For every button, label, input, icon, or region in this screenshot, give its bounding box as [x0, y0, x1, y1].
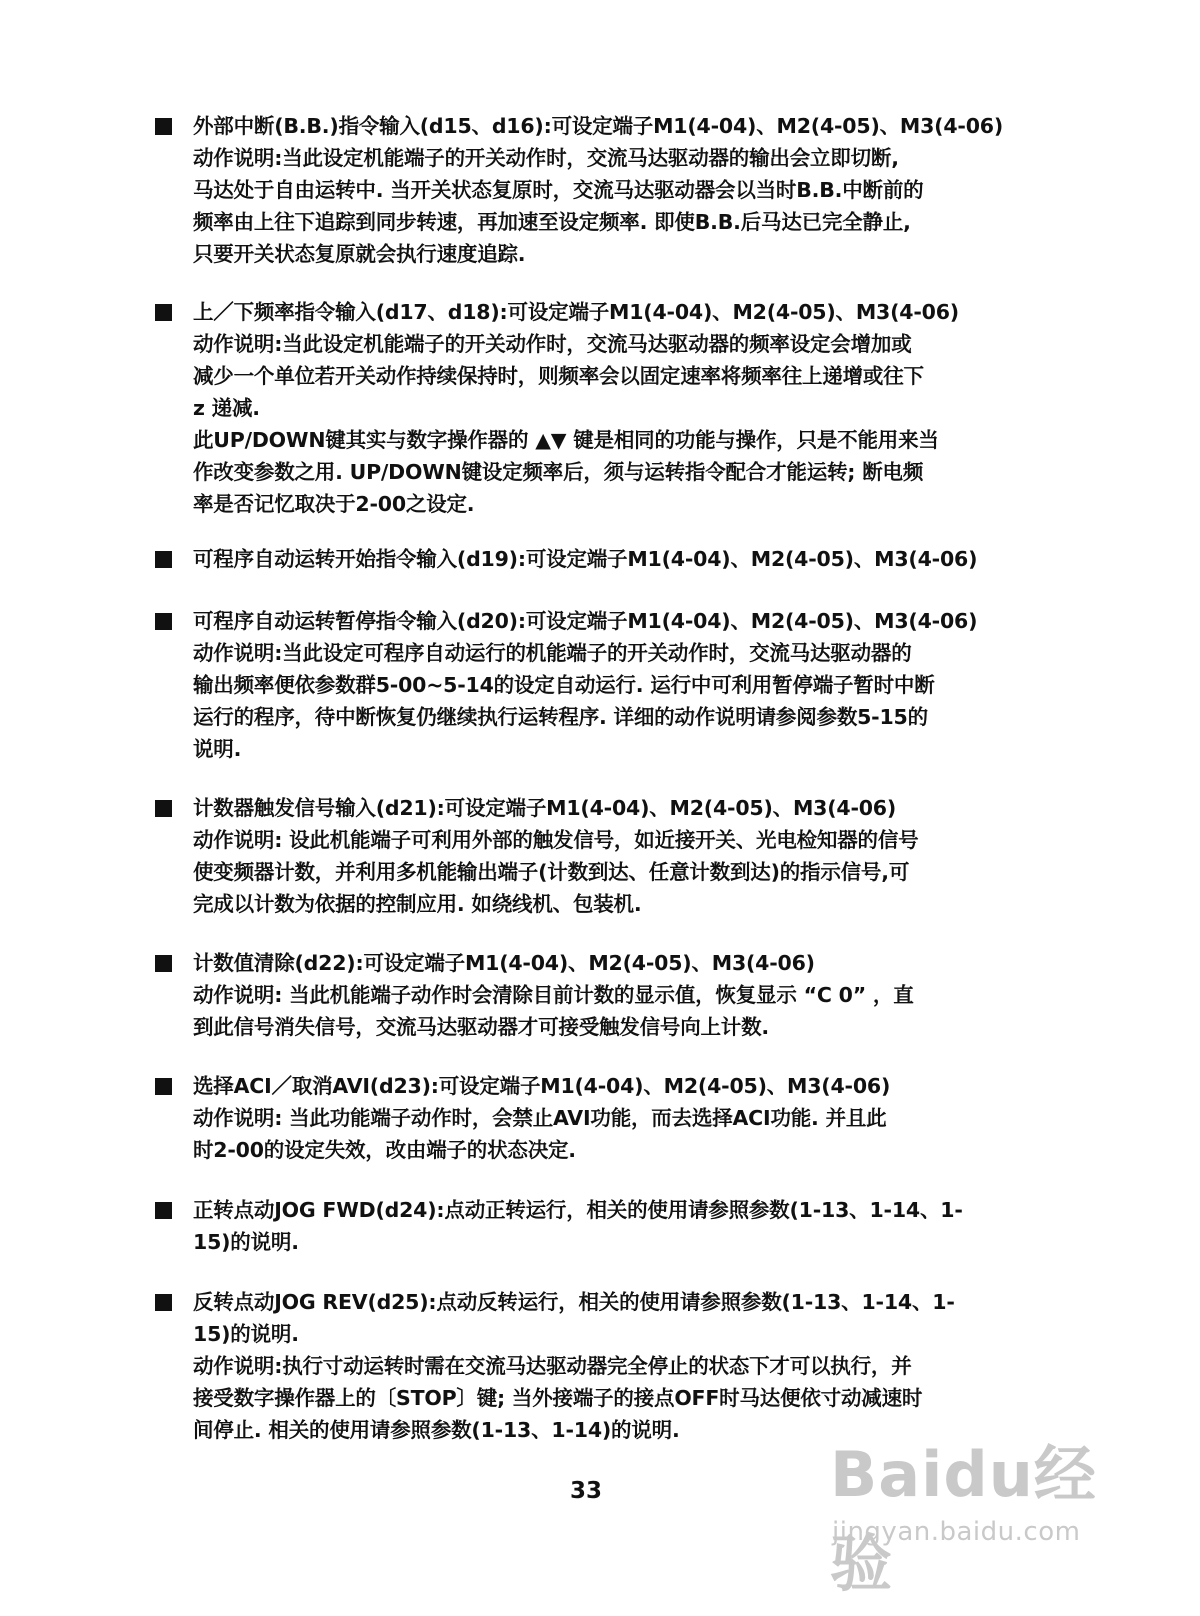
page-number: 33	[570, 1478, 603, 1504]
section-text-line: 输出频率便依参数群5-00~5-14的设定自动运行. 运行中可利用暂停端子暂时中断	[193, 673, 935, 697]
section-text-line: 动作说明:执行寸动运转时需在交流马达驱动器完全停止的状态下才可以执行，并	[193, 1354, 912, 1378]
section-text-line: 接受数字操作器上的〔STOP〕键; 当外接端子的接点OFF时马达便依寸动减速时	[193, 1386, 923, 1410]
section-text-line: 频率由上往下追踪到同步转速，再加速至设定频率. 即使B.B.后马达已完全静止,	[193, 210, 911, 234]
bullet-square-icon	[155, 955, 172, 972]
bullet-square-icon	[155, 551, 172, 568]
baidu-watermark	[830, 1425, 1130, 1600]
section-text-line: 使变频器计数，并利用多机能输出端子(计数到达、任意计数到达)的指示信号,可	[193, 860, 910, 884]
section-text-line: 率是否记忆取决于2-00之设定.	[193, 492, 475, 516]
section-heading: 正转点动JOG FWD(d24):点动正转运行，相关的使用请参照参数(1-13、1-14、1-	[193, 1198, 963, 1222]
section-text-line: 15)的说明.	[193, 1230, 299, 1254]
section-text-line: z 递减.	[193, 396, 260, 420]
section-text-line: 时2-00的设定失效，改由端子的状态决定.	[193, 1138, 576, 1162]
bullet-square-icon	[155, 1078, 172, 1095]
section-text-line: 动作说明:当此设定机能端子的开关动作时，交流马达驱动器的频率设定会增加或	[193, 332, 912, 356]
section-heading: 上／下频率指令输入(d17、d18):可设定端子M1(4-04)、M2(4-05)、M3(4-06)	[193, 300, 959, 324]
section-heading: 可程序自动运转暂停指令输入(d20):可设定端子M1(4-04)、M2(4-05)、M3(4-06)	[193, 609, 978, 633]
watermark-url: jingyan.baidu.com	[832, 1517, 1081, 1547]
bullet-square-icon	[155, 304, 172, 321]
bullet-square-icon	[155, 1294, 172, 1311]
bullet-square-icon	[155, 118, 172, 135]
section-text-line: 马达处于自由运转中. 当开关状态复原时，交流马达驱动器会以当时B.B.中断前的	[193, 178, 924, 202]
section-text-line: 动作说明: 当此机能端子动作时会清除目前计数的显示值，恢复显示 “C 0” ，直	[193, 983, 914, 1007]
baidu-logo: Baidu经验	[830, 1438, 1097, 1600]
section-text-line: 到此信号消失信号，交流马达驱动器才可接受触发信号向上计数.	[193, 1015, 769, 1039]
section-heading: 外部中断(B.B.)指令输入(d15、d16):可设定端子M1(4-04)、M2(4-05)、M3(4-06)	[193, 114, 1004, 138]
section-text-line: 作改变参数之用. UP/DOWN键设定频率后，须与运转指令配合才能运转; 断电频	[193, 460, 924, 484]
section-text-line: 15)的说明.	[193, 1322, 299, 1346]
section-heading: 可程序自动运转开始指令输入(d19):可设定端子M1(4-04)、M2(4-05)、M3(4-06)	[193, 547, 978, 571]
section-text-line: 动作说明: 当此功能端子动作时，会禁止AVI功能，而去选择ACI功能. 并且此	[193, 1106, 887, 1130]
section-text-line: 间停止. 相关的使用请参照参数(1-13、1-14)的说明.	[193, 1418, 680, 1442]
section-heading: 计数值清除(d22):可设定端子M1(4-04)、M2(4-05)、M3(4-06)	[193, 951, 815, 975]
bullet-square-icon	[155, 800, 172, 817]
section-text-line: 动作说明:当此设定可程序自动运行的机能端子的开关动作时，交流马达驱动器的	[193, 641, 912, 665]
bullet-square-icon	[155, 613, 172, 630]
bullet-square-icon	[155, 1202, 172, 1219]
section-heading: 选择ACI／取消AVI(d23):可设定端子M1(4-04)、M2(4-05)、M3(4-06)	[193, 1074, 891, 1098]
section-heading: 计数器触发信号输入(d21):可设定端子M1(4-04)、M2(4-05)、M3(4-06)	[193, 796, 897, 820]
section-text-line: 说明.	[193, 737, 242, 761]
section-text-line: 动作说明:当此设定机能端子的开关动作时，交流马达驱动器的输出会立即切断,	[193, 146, 899, 170]
section-heading: 反转点动JOG REV(d25):点动反转运行，相关的使用请参照参数(1-13、1-14、1-	[193, 1290, 955, 1314]
section-text-line: 运行的程序，待中断恢复仍继续执行运转程序. 详细的动作说明请参阅参数5-15的	[193, 705, 928, 729]
section-text-line: 只要开关状态复原就会执行速度追踪.	[193, 242, 526, 266]
section-text-line: 动作说明: 设此机能端子可利用外部的触发信号，如近接开关、光电检知器的信号	[193, 828, 919, 852]
section-text-line: 此UP/DOWN键其实与数字操作器的 ▲▼ 键是相同的功能与操作，只是不能用来当	[193, 428, 939, 452]
section-text-line: 减少一个单位若开关动作持续保持时，则频率会以固定速率将频率往上递增或往下	[193, 364, 924, 388]
section-text-line: 完成以计数为依据的控制应用. 如绕线机、包装机.	[193, 892, 642, 916]
